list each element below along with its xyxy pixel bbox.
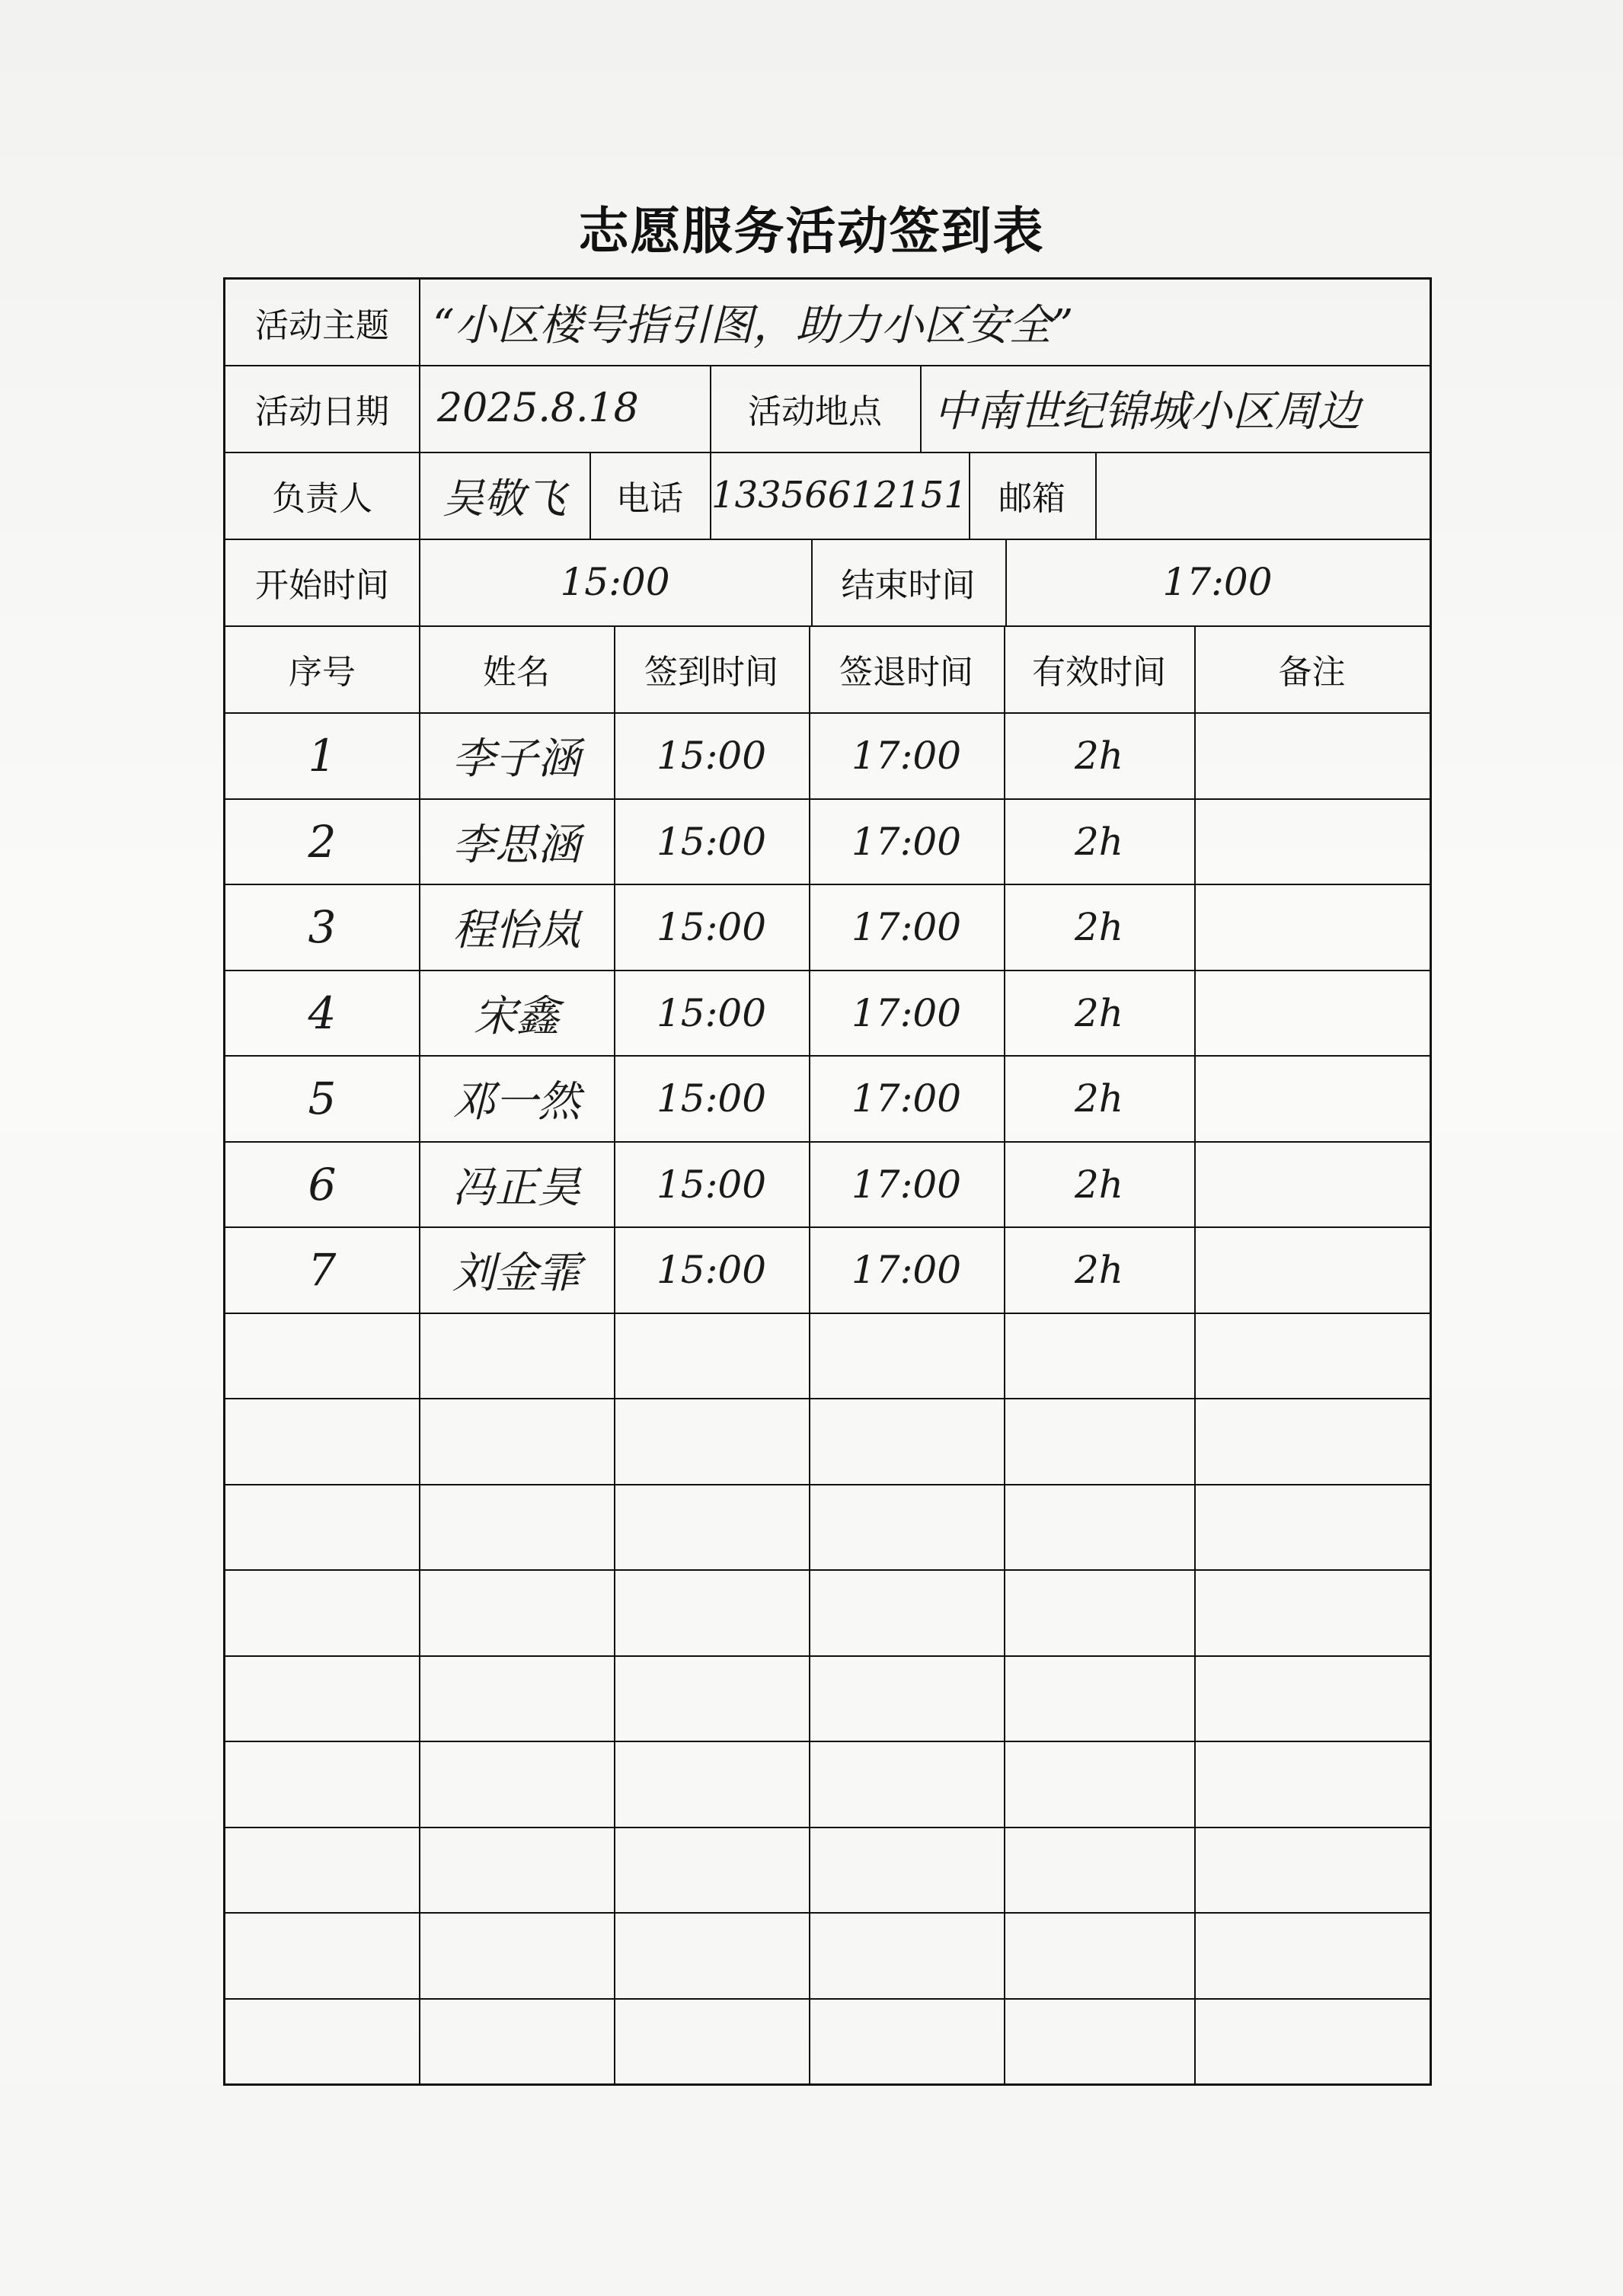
location-label: 活动地点 bbox=[748, 392, 882, 431]
row-note bbox=[1194, 1055, 1430, 1141]
row-note bbox=[1194, 884, 1430, 970]
form-title: 志愿服务活动签到表 bbox=[578, 202, 1045, 261]
row-name-signature: 程怡岚 bbox=[452, 905, 580, 955]
row-number: 1 bbox=[308, 729, 337, 782]
column-header-sign-out: 签退时间 bbox=[839, 653, 973, 692]
row-number: 2 bbox=[308, 815, 337, 868]
row-sign-out-time: 17:00 bbox=[851, 819, 962, 864]
row-valid-time: 2h bbox=[1074, 819, 1123, 864]
row-valid-time: 2h bbox=[1074, 1076, 1123, 1121]
leader-label: 负责人 bbox=[272, 479, 372, 518]
date-value: 2025.8.18 bbox=[437, 385, 639, 431]
row-note bbox=[1194, 798, 1430, 884]
end-time-label: 结束时间 bbox=[841, 566, 976, 605]
row-name-signature: 刘金霏 bbox=[452, 1248, 580, 1298]
row-sign-in-time: 15:00 bbox=[656, 733, 767, 778]
email-label: 邮箱 bbox=[998, 479, 1065, 518]
start-time-value: 15:00 bbox=[560, 560, 670, 604]
row-sign-out-time: 17:00 bbox=[851, 1076, 962, 1121]
email-value bbox=[1095, 452, 1430, 539]
theme-value: “小区楼号指引图，助力小区安全” bbox=[433, 301, 1074, 350]
row-name-signature: 李思涵 bbox=[452, 820, 580, 870]
phone-label: 电话 bbox=[616, 479, 683, 518]
row-sign-out-time: 17:00 bbox=[851, 1247, 962, 1292]
row-sign-out-time: 17:00 bbox=[851, 904, 962, 949]
row-valid-time: 2h bbox=[1074, 904, 1123, 949]
form-table bbox=[223, 277, 1432, 2086]
row-sign-in-time: 15:00 bbox=[656, 819, 767, 864]
theme-label: 活动主题 bbox=[255, 306, 389, 345]
column-header-valid-time: 有效时间 bbox=[1032, 653, 1166, 692]
start-time-label: 开始时间 bbox=[255, 566, 389, 605]
location-value: 中南世纪锦城小区周边 bbox=[934, 387, 1360, 436]
row-valid-time: 2h bbox=[1074, 990, 1123, 1035]
column-header-no: 序号 bbox=[289, 653, 356, 692]
row-name-signature: 冯正昊 bbox=[452, 1162, 580, 1213]
row-note bbox=[1194, 712, 1430, 798]
column-header-note: 备注 bbox=[1278, 653, 1346, 692]
row-number: 3 bbox=[308, 900, 337, 953]
row-number: 7 bbox=[308, 1243, 337, 1296]
row-note bbox=[1194, 1226, 1430, 1313]
row-name-signature: 邓一然 bbox=[452, 1076, 580, 1127]
row-sign-out-time: 17:00 bbox=[851, 1162, 962, 1207]
row-number: 5 bbox=[308, 1072, 337, 1124]
date-label: 活动日期 bbox=[255, 392, 389, 431]
row-note bbox=[1194, 970, 1430, 1056]
column-header-sign-in: 签到时间 bbox=[644, 653, 778, 692]
row-sign-in-time: 15:00 bbox=[656, 1162, 767, 1207]
row-valid-time: 2h bbox=[1074, 733, 1123, 778]
row-name-signature: 宋鑫 bbox=[474, 991, 559, 1041]
row-sign-in-time: 15:00 bbox=[656, 904, 767, 949]
row-sign-in-time: 15:00 bbox=[656, 1247, 767, 1292]
phone-value: 13356612151 bbox=[711, 474, 967, 516]
row-number: 6 bbox=[308, 1158, 337, 1210]
row-sign-out-time: 17:00 bbox=[851, 733, 962, 778]
row-sign-in-time: 15:00 bbox=[656, 990, 767, 1035]
row-sign-out-time: 17:00 bbox=[851, 990, 962, 1035]
leader-signature: 吴敬飞 bbox=[442, 474, 566, 523]
end-time-value: 17:00 bbox=[1162, 560, 1273, 604]
column-header-name: 姓名 bbox=[483, 653, 550, 692]
row-valid-time: 2h bbox=[1074, 1247, 1123, 1292]
row-valid-time: 2h bbox=[1074, 1162, 1123, 1207]
row-note bbox=[1194, 1141, 1430, 1227]
row-name-signature: 李子涵 bbox=[452, 734, 580, 784]
row-sign-in-time: 15:00 bbox=[656, 1076, 767, 1121]
row-number: 4 bbox=[308, 987, 337, 1039]
